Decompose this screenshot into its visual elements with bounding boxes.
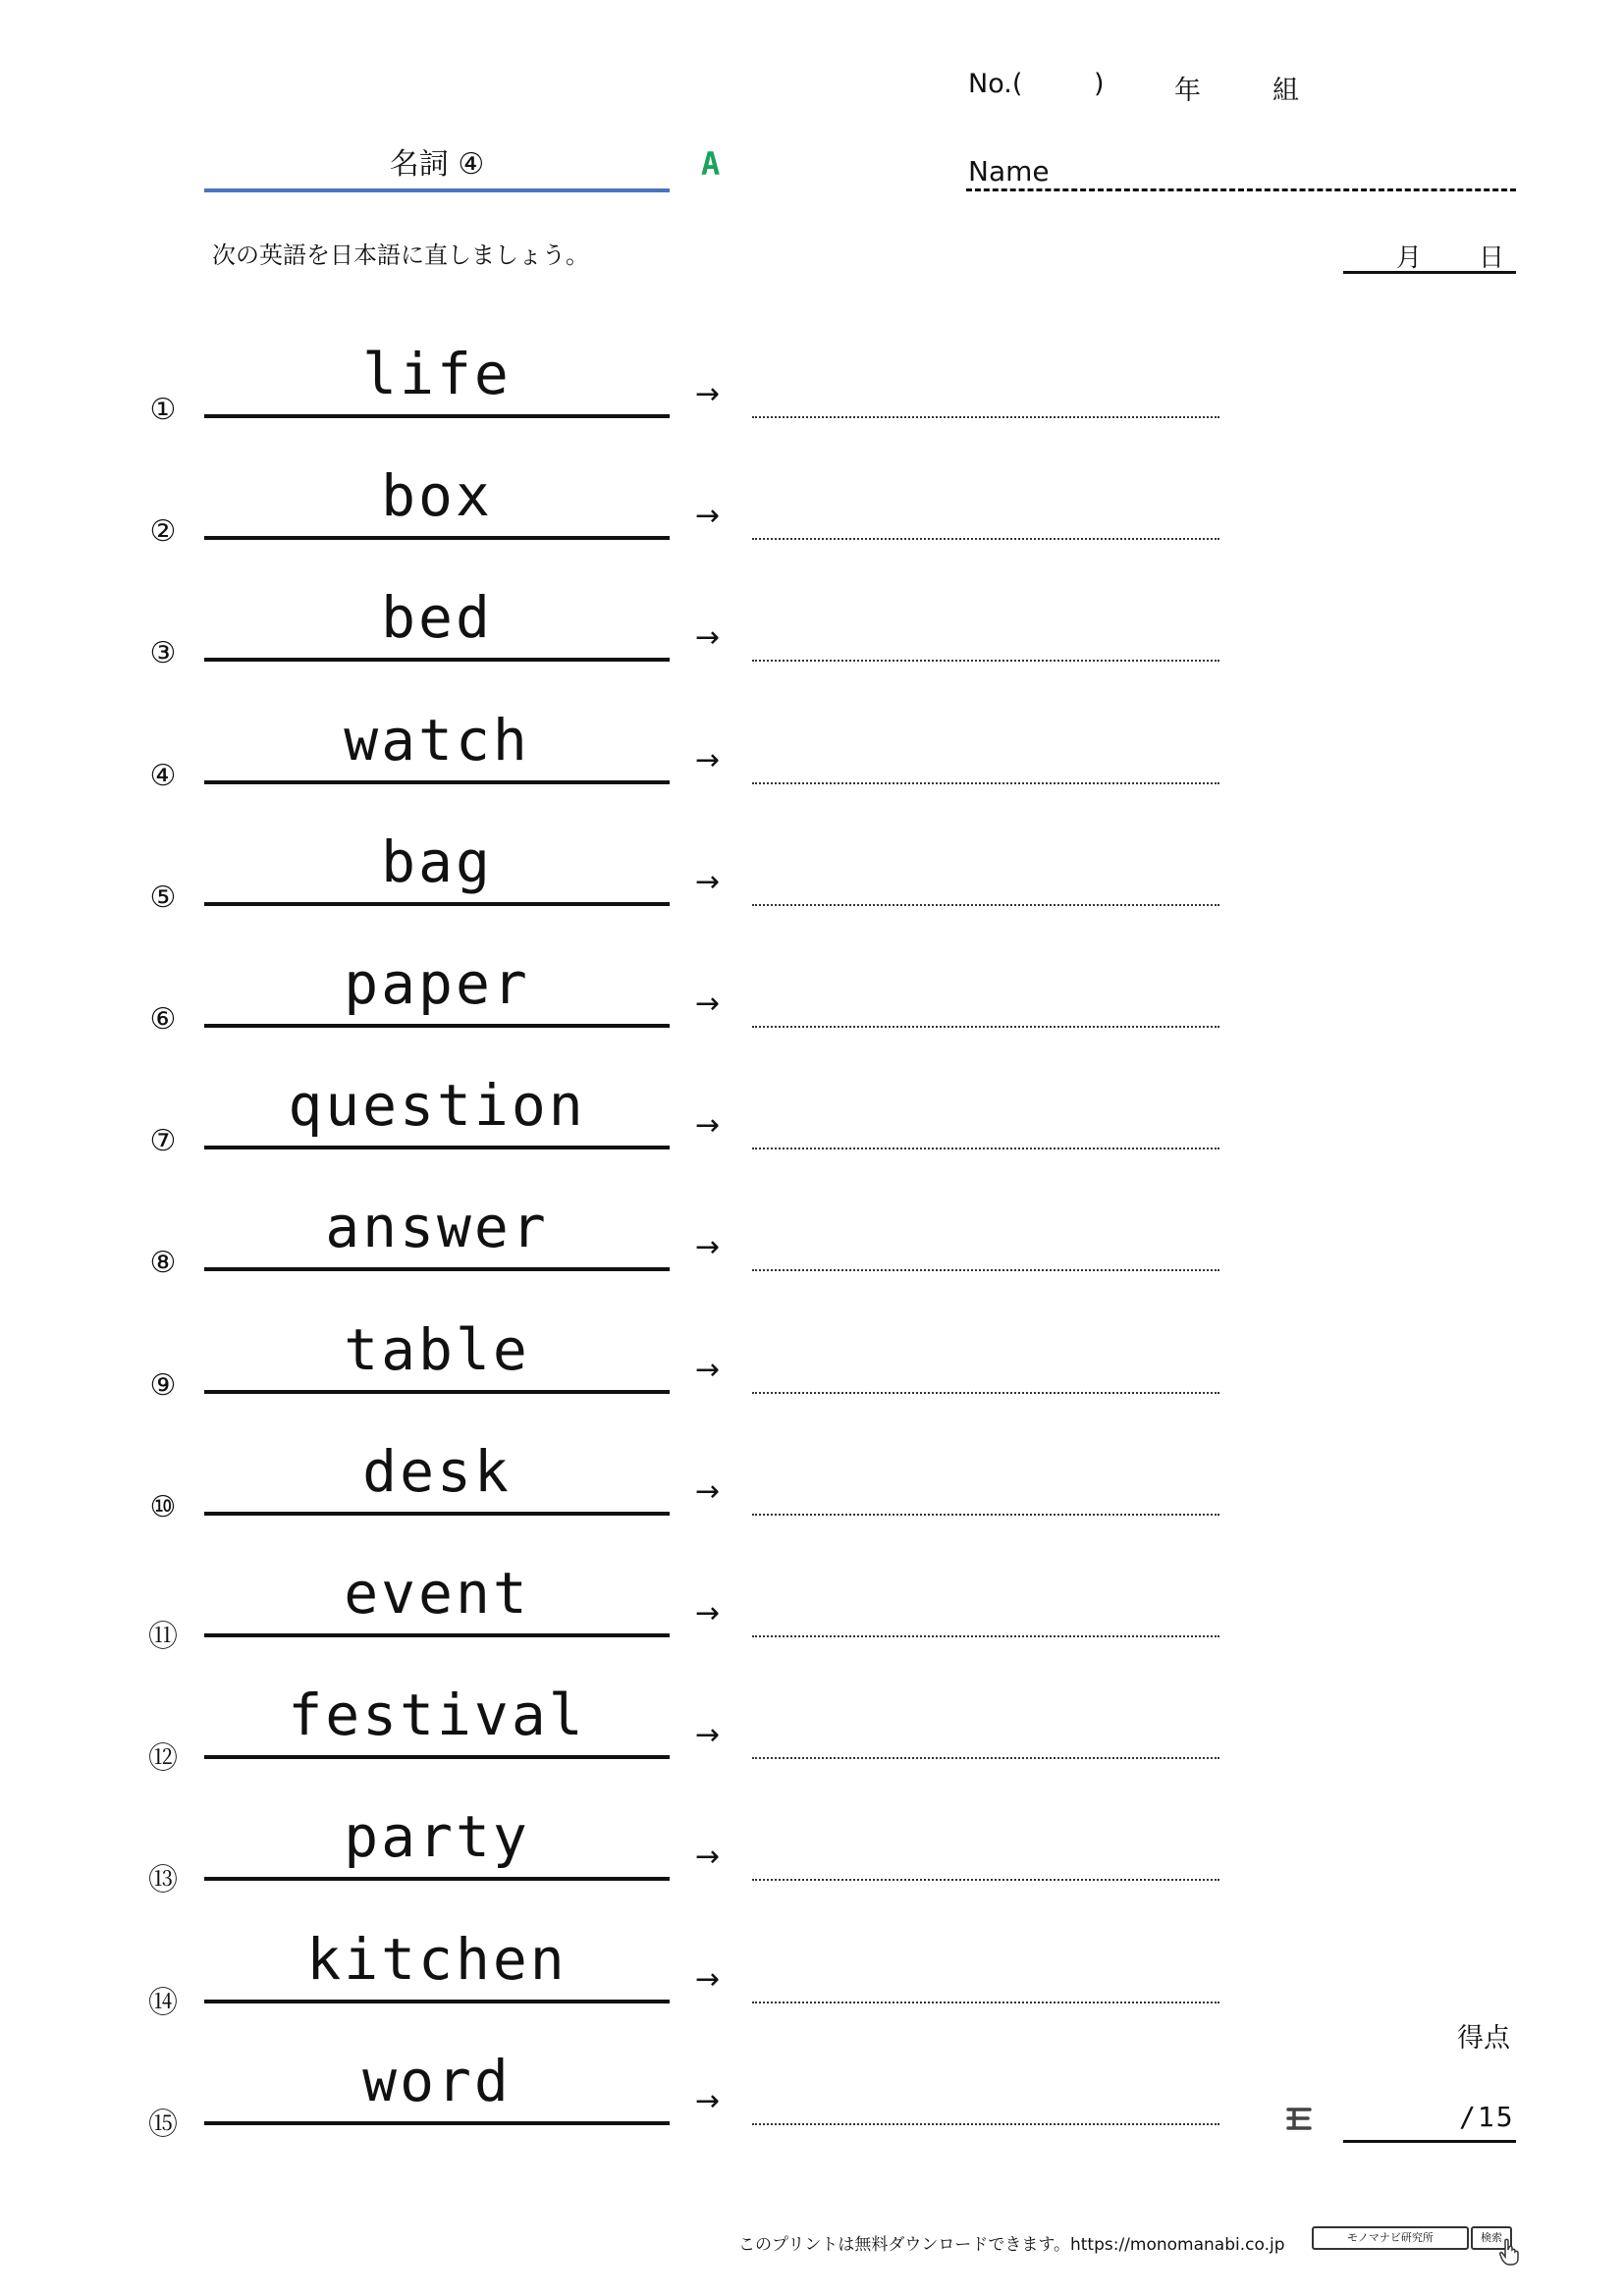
english-word: life — [362, 341, 512, 407]
question-row — [0, 1187, 1624, 1308]
english-word-box — [204, 943, 670, 1028]
answer-field[interactable] — [752, 2123, 1219, 2125]
question-number: ⑩ — [149, 1489, 177, 1524]
worksheet-title: 名詞 ④ — [204, 139, 670, 192]
english-word-box — [204, 1919, 670, 2003]
english-word: question — [288, 1072, 586, 1140]
score-label: 得点 — [1457, 2023, 1510, 2054]
english-word-box — [204, 1796, 670, 1881]
question-row — [0, 577, 1624, 699]
search-button[interactable]: 検索 — [1471, 2226, 1512, 2250]
english-word: box — [381, 462, 493, 530]
arrow-icon: → — [695, 1961, 721, 1997]
english-word: event — [344, 1560, 530, 1627]
question-number: ⑭ — [148, 1985, 178, 2020]
question-number: ⑫ — [148, 1741, 178, 1777]
answer-field[interactable] — [752, 416, 1219, 418]
answer-field[interactable] — [752, 538, 1219, 540]
answer-field[interactable] — [752, 1879, 1219, 1881]
question-row — [0, 943, 1624, 1065]
monomanabi-logo-icon — [1284, 2105, 1314, 2134]
answer-field[interactable] — [752, 1026, 1219, 1028]
english-word: bag — [381, 828, 493, 895]
question-row — [0, 1553, 1624, 1675]
english-word-box — [204, 1431, 670, 1516]
arrow-icon: → — [695, 499, 721, 534]
english-word: watch — [344, 706, 530, 774]
english-word-box — [204, 1187, 670, 1271]
class-label: 組 — [1272, 76, 1299, 106]
answer-field[interactable] — [752, 1392, 1219, 1394]
question-number: ② — [149, 514, 177, 550]
english-word: kitchen — [306, 1925, 568, 1993]
english-word-box — [204, 455, 670, 540]
arrow-icon: → — [695, 1840, 721, 1875]
question-number: ⑤ — [149, 880, 177, 915]
question-number: ① — [149, 393, 177, 427]
question-number: ⑮ — [148, 2107, 178, 2142]
arrow-icon: → — [695, 2083, 721, 2118]
english-word-box — [204, 2041, 670, 2125]
answer-field[interactable] — [752, 1148, 1219, 1149]
arrow-icon: → — [695, 1108, 721, 1144]
question-row — [0, 822, 1624, 943]
question-number: ③ — [149, 636, 177, 671]
english-word: festival — [288, 1682, 586, 1749]
version-letter: A — [701, 145, 721, 183]
answer-field[interactable] — [752, 2002, 1219, 2003]
answer-field[interactable] — [752, 1514, 1219, 1516]
arrow-icon: → — [695, 987, 721, 1021]
footer-note: このプリントは無料ダウンロードできます。https://monomanabi.co.jp — [738, 2235, 1285, 2255]
question-row — [0, 1065, 1624, 1187]
name-field-line[interactable] — [966, 188, 1516, 191]
month-label: 月 — [1396, 243, 1423, 273]
instruction-text: 次の英語を日本語に直しましょう。 — [212, 241, 589, 269]
number-label: No.( — [968, 69, 1023, 99]
arrow-icon: → — [695, 1596, 721, 1630]
english-word-box — [204, 577, 670, 662]
english-word: answer — [325, 1194, 549, 1261]
question-row — [0, 1675, 1624, 1796]
answer-field[interactable] — [752, 660, 1219, 662]
arrow-icon: → — [695, 742, 721, 777]
english-word-box — [204, 700, 670, 784]
arrow-icon: → — [695, 1473, 721, 1509]
arrow-icon: → — [695, 620, 721, 656]
question-number: ⑥ — [149, 1002, 177, 1037]
english-word: table — [344, 1315, 530, 1383]
arrow-icon: → — [695, 1718, 721, 1753]
english-word-box — [204, 1553, 670, 1637]
question-number: ⑪ — [148, 1620, 178, 1654]
answer-field[interactable] — [752, 904, 1219, 906]
arrow-icon: → — [695, 864, 721, 899]
english-word: desk — [362, 1437, 512, 1505]
question-row — [0, 455, 1624, 577]
english-word-box — [204, 334, 670, 418]
english-word: paper — [344, 950, 530, 1017]
question-row — [0, 1309, 1624, 1431]
name-label: Name — [968, 155, 1050, 187]
number-label-close: ) — [1094, 69, 1105, 99]
question-number: ⑧ — [149, 1246, 177, 1281]
answer-field[interactable] — [752, 1757, 1219, 1759]
question-number: ④ — [149, 758, 177, 793]
question-number: ⑨ — [149, 1367, 177, 1403]
answer-field[interactable] — [752, 1635, 1219, 1637]
question-row — [0, 334, 1624, 455]
english-word: bed — [381, 584, 493, 652]
english-word-box — [204, 822, 670, 906]
english-word-box — [204, 1309, 670, 1394]
answer-field[interactable] — [752, 1269, 1219, 1271]
arrow-icon: → — [695, 377, 721, 411]
grade-label: 年 — [1174, 76, 1201, 106]
pointer-hand-icon — [1498, 2238, 1520, 2266]
question-row — [0, 1796, 1624, 1918]
english-word-box — [204, 1675, 670, 1759]
arrow-icon: → — [695, 1352, 721, 1387]
arrow-icon: → — [695, 1230, 721, 1265]
english-word: party — [344, 1803, 530, 1871]
question-number: ⑬ — [148, 1863, 178, 1898]
question-row — [0, 700, 1624, 822]
question-row — [0, 1919, 1624, 2041]
day-label: 日 — [1479, 243, 1505, 273]
question-row — [0, 1431, 1624, 1553]
english-word: word — [362, 2047, 512, 2114]
english-word-box — [204, 1065, 670, 1149]
score-total: /15 — [1459, 2101, 1515, 2133]
question-number: ⑦ — [149, 1124, 177, 1159]
lab-search-box[interactable]: モノマナビ研究所 — [1312, 2226, 1469, 2250]
answer-field[interactable] — [752, 782, 1219, 784]
